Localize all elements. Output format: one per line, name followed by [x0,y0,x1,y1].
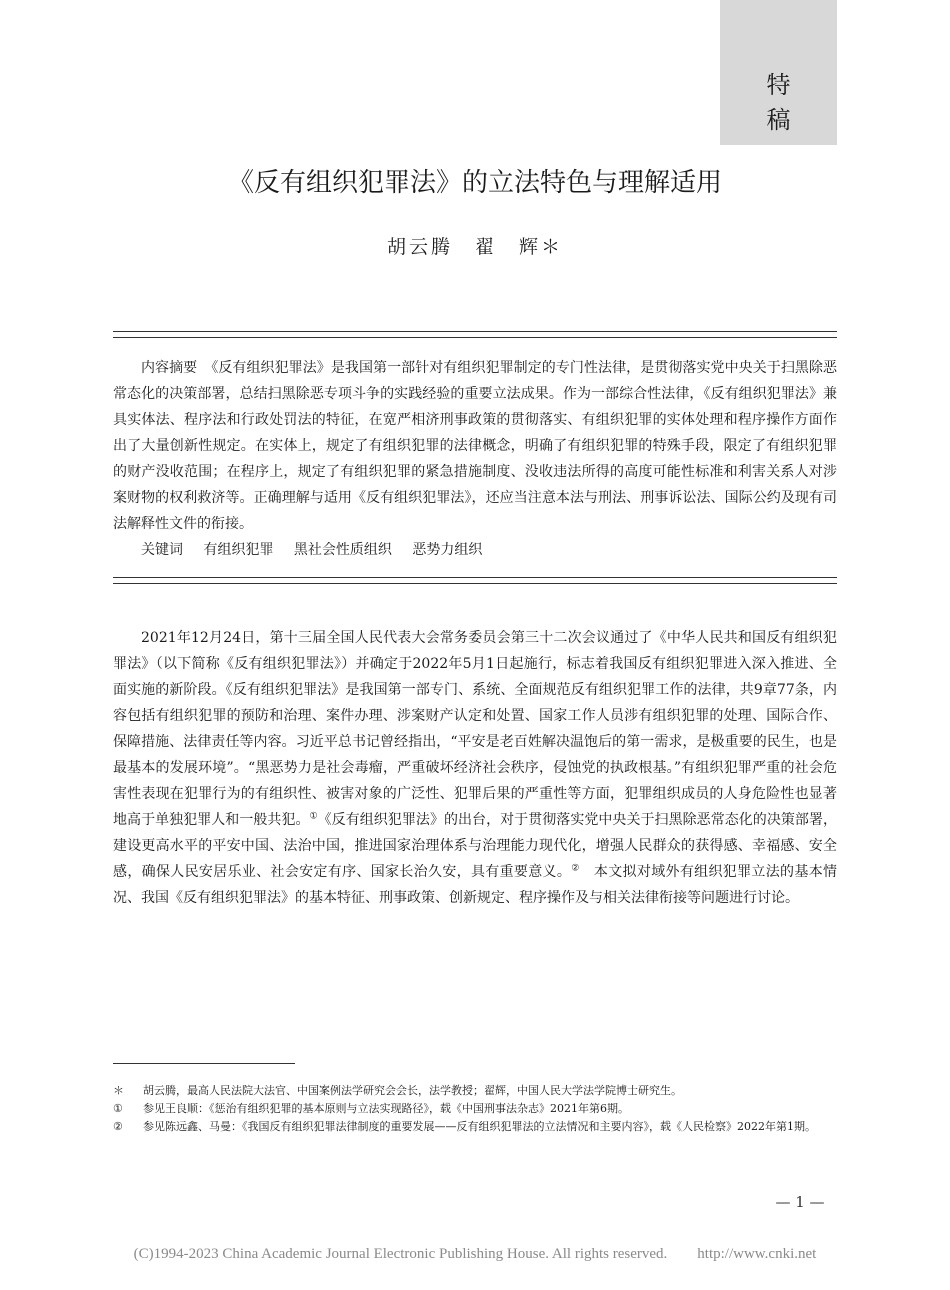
body-text-part: 本文拟对域外有组织犯罪立法的基本情况、我国《反有组织犯罪法》的基本特征、刑事政策、创新规定、程序操作及与相关法律衔接等问题进行讨论。 [113,864,838,906]
body-text-part: 2021年12月24日，第十三届全国人民代表大会常务委员会第三十二次会议通过了《中华人民共和国反有组织犯罪法》（以下简称《反有组织犯罪法》）并确定于2022年5月1日起施行，标志着我国反有组织犯罪进入深入推进、全面实施的新阶段。《反有组织犯罪法》是我国第一部专门、系统、全面规范反有组织犯罪工作的法律，共9章77条，内容包括有组织犯罪的预防和治理、案件办理、涉案财产认定和处置、国家工作人员涉有组织犯罪的处理、国际合作、保障措施、法律责任等内容。习近平总书记曾经指出，“平安是老百姓解决温饱后的第一需求，是极重要的民生，也是最基本的发展环境”。“黑恶势力是社会毒瘤，严重破坏经济社会秩序，侵蚀党的执政根基。”有组织犯罪严重的社会危害性表现在犯罪行为的有组织性、被害对象的广泛性、犯罪后果的严重性等方面，犯罪组织成员的人身危险性也显著地高于单独犯罪人和一般共犯。 [113,630,837,828]
footnote [113,1082,843,1100]
abstract-top-rule-2 [113,337,837,338]
footnote [113,1118,843,1136]
article-title: 《反有组织犯罪法》的立法特色与理解适用 [227,168,722,198]
keyword: 恶势力组织 [412,542,483,558]
section-tab [720,0,837,145]
footnote-mark: ① [113,1102,123,1115]
abstract-top-rule [113,331,837,332]
copyright-line: (C)1994-2023 China Academic Journal Electronic Publishing House. All rights reserved. http://www.cnki.net [133,1246,817,1262]
footnote [113,1100,843,1118]
footnote-ref[interactable]: ② [571,863,580,874]
footnote-text: 参见王良顺：《惩治有组织犯罪的基本原则与立法实现路径》，载《中国刑事法杂志》2021年第6期。 [143,1102,629,1115]
keyword: 黑社会性质组织 [293,542,392,558]
footnotes [113,1082,843,1136]
keyword: 有组织犯罪 [203,542,274,558]
keywords-row [113,537,837,563]
body-text [113,625,837,911]
abstract-bottom-rule-2 [113,583,837,584]
abstract-text: 《反有组织犯罪法》是我国第一部针对有组织犯罪制定的专门性法律，是贯彻落实党中央关于扫黑除恶常态化的决策部署，总结扫黑除恶专项斗争的实践经验的重要立法成果。作为一部综合性法律，《反有组织犯罪法》兼具实体法、程序法和行政处罚法的特征，在宽严相济刑事政策的贯彻落实、有组织犯罪的实体处理和程序操作方面作出了大量创新性规定。在实体上，规定了有组织犯罪的法律概念，明确了有组织犯罪的特殊手段，限定了有组织犯罪的财产没收范围；在程序上，规定了有组织犯罪的紧急措施制度、没收违法所得的高度可能性标准和利害关系人对涉案财物的权利救济等。正确理解与适用《反有组织犯罪法》，还应当注意本法与刑法、刑事诉讼法、国际公约及现有司法解释性文件的衔接。 [113,360,838,532]
abstract-label: 内容摘要 [141,360,198,376]
footnote-text: 胡云腾，最高人民法院大法官、中国案例法学研究会会长，法学教授；翟辉，中国人民大学法学院博士研究生。 [143,1084,682,1097]
abstract-paragraph [113,355,837,537]
article-authors: 胡云腾 翟 辉＊ [386,236,563,258]
footnote-mark: ② [113,1120,123,1133]
body-text-part: 《反有组织犯罪法》的出台，对于贯彻落实党中央关于扫黑除恶常态化的决策部署，建设更高水平的平安中国、法治中国，推进国家治理体系与治理能力现代化，增强人民群众的获得感、幸福感、安全感，确保人民安居乐业、社会安定有序、国家长治久安，具有重要意义。 [113,812,837,880]
page-number: — 1 — [775,1193,825,1211]
abstract-block [113,355,837,563]
body-paragraph [113,625,837,911]
footnote-separator [113,1063,295,1064]
abstract-bottom-rule [113,577,837,578]
keywords-label: 关键词 [141,542,183,558]
footnote-mark: ＊ [113,1084,124,1097]
footnote-text: 参见陈远鑫、马曼：《我国反有组织犯罪法律制度的重要发展——反有组织犯罪法的立法情况和主要内容》，载《人民检察》2022年第1期。 [143,1120,816,1133]
footnote-ref[interactable]: ① [309,811,318,822]
section-tab-label: 特稿 [766,71,821,134]
